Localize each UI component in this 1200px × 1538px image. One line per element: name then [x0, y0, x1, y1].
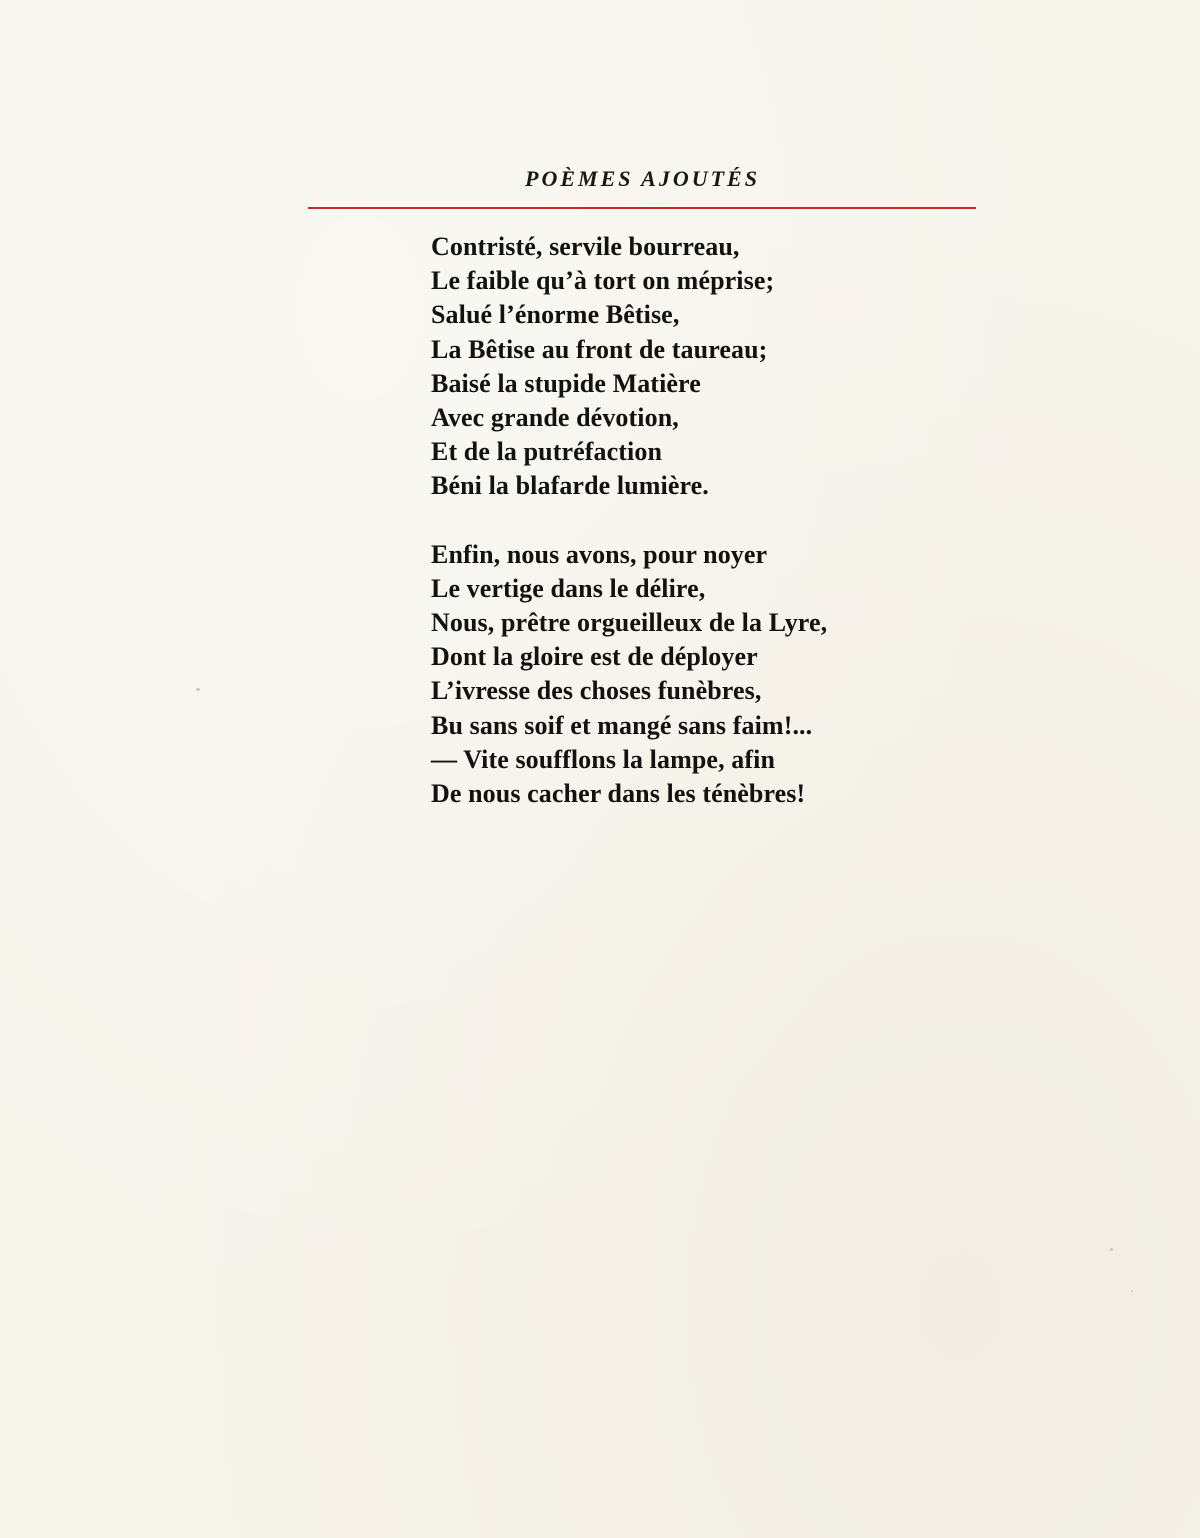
verse-line: — Vite soufflons la lampe, afin: [431, 744, 776, 774]
running-head: POÈMES AJOUTÉS: [525, 166, 760, 191]
verse-line: Le faible qu’à tort on méprise;: [431, 266, 775, 296]
verse-line: Et de la putréfaction: [431, 437, 663, 467]
verse-line: L’ivresse des choses funèbres,: [431, 676, 762, 706]
stanza-2: [431, 538, 971, 812]
verse-line: Nous, prêtre orgueilleux de la Lyre,: [431, 608, 828, 638]
verse-line: De nous cacher dans les ténèbres!: [431, 779, 806, 809]
verse-line: Baisé la stupide Matière: [431, 368, 701, 398]
verse-line: Contristé, servile bourreau,: [431, 232, 740, 261]
verse-line: Béni la blafarde lumière.: [431, 471, 709, 501]
verse-line: Dont la gloire est de déployer: [431, 642, 758, 672]
paper-speck: [196, 688, 200, 691]
stanza-1: [431, 230, 971, 504]
verse-line: Le vertige dans le délire,: [431, 573, 706, 603]
header-rule: [308, 207, 976, 209]
verse-line: Salué l’énorme Bêtise,: [431, 300, 680, 330]
verse-line: Enfin, nous avons, pour noyer: [431, 539, 768, 569]
paper-speck: [1131, 1290, 1133, 1292]
verse-line: Avec grande dévotion,: [431, 403, 679, 433]
poem-body: [431, 230, 971, 845]
verse-line: Bu sans soif et mangé sans faim!...: [431, 710, 813, 740]
paper-speck: [1110, 1248, 1113, 1251]
verse-line: La Bêtise au front de taureau;: [431, 334, 768, 364]
